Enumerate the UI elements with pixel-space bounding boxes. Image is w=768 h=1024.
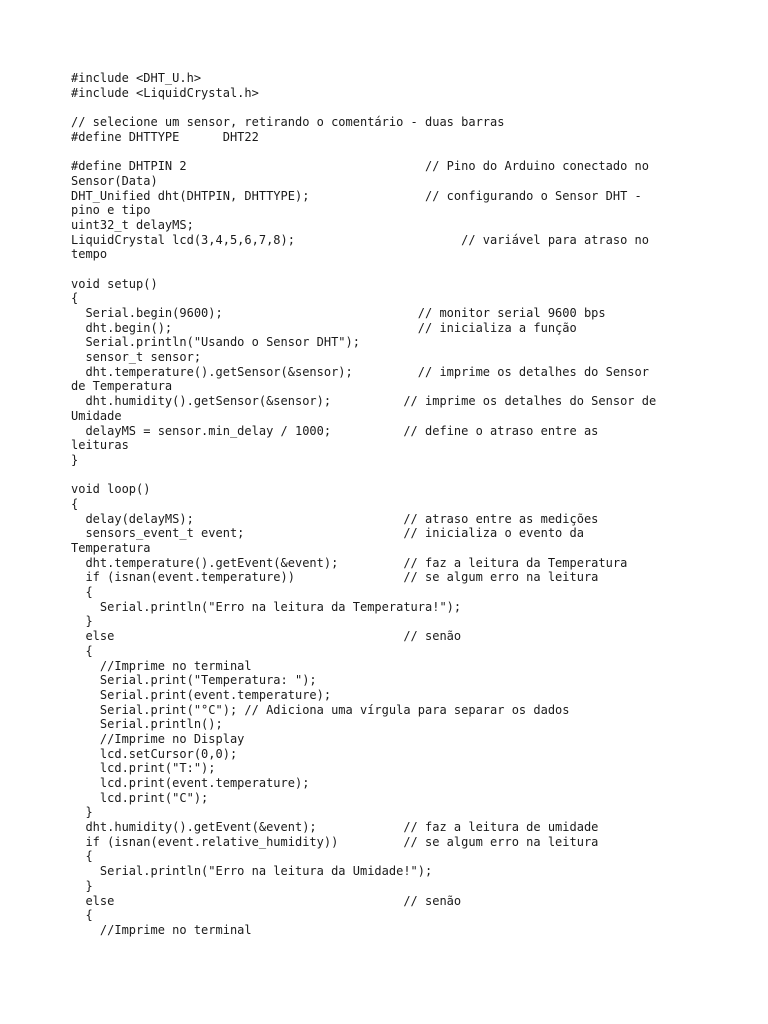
code-line: Temperatura: [71, 541, 151, 555]
code-line: lcd.print("C");: [71, 790, 209, 805]
code-line: leituras: [71, 438, 129, 453]
code-line: {: [71, 291, 79, 306]
code-line: //Imprime no terminal: [71, 922, 252, 937]
code-line: dht.temperature().getSensor(&sensor); // imprime os detalhes do Sensor: [71, 364, 649, 379]
code-line: Serial.print("Temperatura: ");: [71, 673, 317, 688]
code-line: LiquidCrystal lcd(3,4,5,6,7,8); // variável para atraso no: [71, 232, 649, 247]
code-line: [71, 262, 711, 277]
code-line: uint32_t delayMS;: [71, 217, 194, 232]
code-line: //Imprime no Display: [71, 731, 245, 746]
code-line: dht.humidity().getEvent(&event); // faz a leitura de umidade: [71, 820, 599, 835]
code-line: //Imprime no terminal: [71, 658, 252, 673]
code-line: DHT_Unified dht(DHTPIN, DHTTYPE); // configurando o Sensor DHT -: [71, 188, 642, 203]
code-line: else // senão: [71, 629, 462, 644]
code-line: #include <LiquidCrystal.h>: [71, 85, 259, 100]
code-line: dht.temperature().getEvent(&event); // faz a leitura da Temperatura: [71, 555, 628, 570]
code-line: #include <DHT_U.h>: [71, 71, 202, 85]
code-line: void setup(): [71, 276, 158, 291]
code-line: {: [71, 496, 79, 511]
code-line: {: [71, 585, 93, 600]
code-line: Serial.println();: [71, 717, 223, 732]
code-line: }: [71, 878, 93, 893]
code-line: Serial.print(event.temperature);: [71, 687, 332, 702]
code-line: else // senão: [71, 893, 462, 908]
code-line: Serial.print("°C"); // Adiciona uma vírgula para separar os dados: [71, 702, 570, 717]
code-line: {: [71, 849, 93, 864]
code-line: }: [71, 805, 93, 820]
code-line: Serial.println("Erro na leitura da Umidade!");: [71, 864, 433, 879]
code-line: Sensor(Data): [71, 173, 158, 188]
code-line: [71, 100, 711, 115]
code-line: Serial.println("Erro na leitura da Temperatura!");: [71, 599, 462, 614]
code-line: lcd.print(event.temperature);: [71, 776, 310, 790]
code-line: #define DHTPIN 2 // Pino do Arduino conectado no: [71, 159, 649, 174]
code-line: {: [71, 908, 93, 923]
code-line: lcd.print("T:");: [71, 761, 216, 776]
code-line: }: [71, 452, 79, 467]
code-line: Serial.println("Usando o Sensor DHT");: [71, 335, 360, 350]
code-line: [71, 468, 711, 483]
code-line: Serial.begin(9600); // monitor serial 9600 bps: [71, 306, 606, 320]
code-line: delayMS = sensor.min_delay / 1000; // define o atraso entre as: [71, 423, 599, 438]
code-line: #define DHTTYPE DHT22: [71, 129, 259, 144]
code-line: de Temperatura: [71, 379, 173, 394]
code-line: if (isnan(event.temperature)) // se algum erro na leitura: [71, 570, 599, 585]
code-line: {: [71, 643, 93, 658]
code-line: sensors_event_t event; // inicializa o evento da: [71, 526, 584, 541]
code-line: lcd.setCursor(0,0);: [71, 746, 238, 761]
code-line: // selecione um sensor, retirando o comentário - duas barras: [71, 115, 505, 130]
code-line: tempo: [71, 247, 108, 262]
code-line: [71, 144, 711, 159]
code-line: dht.humidity().getSensor(&sensor); // imprime os detalhes do Sensor de: [71, 394, 657, 409]
code-line: pino e tipo: [71, 203, 151, 218]
code-line: }: [71, 614, 93, 629]
code-listing: [71, 71, 711, 938]
code-line: if (isnan(event.relative_humidity)) // se algum erro na leitura: [71, 834, 599, 849]
code-line: void loop(): [71, 482, 151, 497]
code-line: Umidade: [71, 408, 122, 423]
code-line: sensor_t sensor;: [71, 350, 202, 365]
code-line: dht.begin(); // inicializa a função: [71, 320, 577, 335]
code-line: delay(delayMS); // atraso entre as medições: [71, 511, 599, 526]
